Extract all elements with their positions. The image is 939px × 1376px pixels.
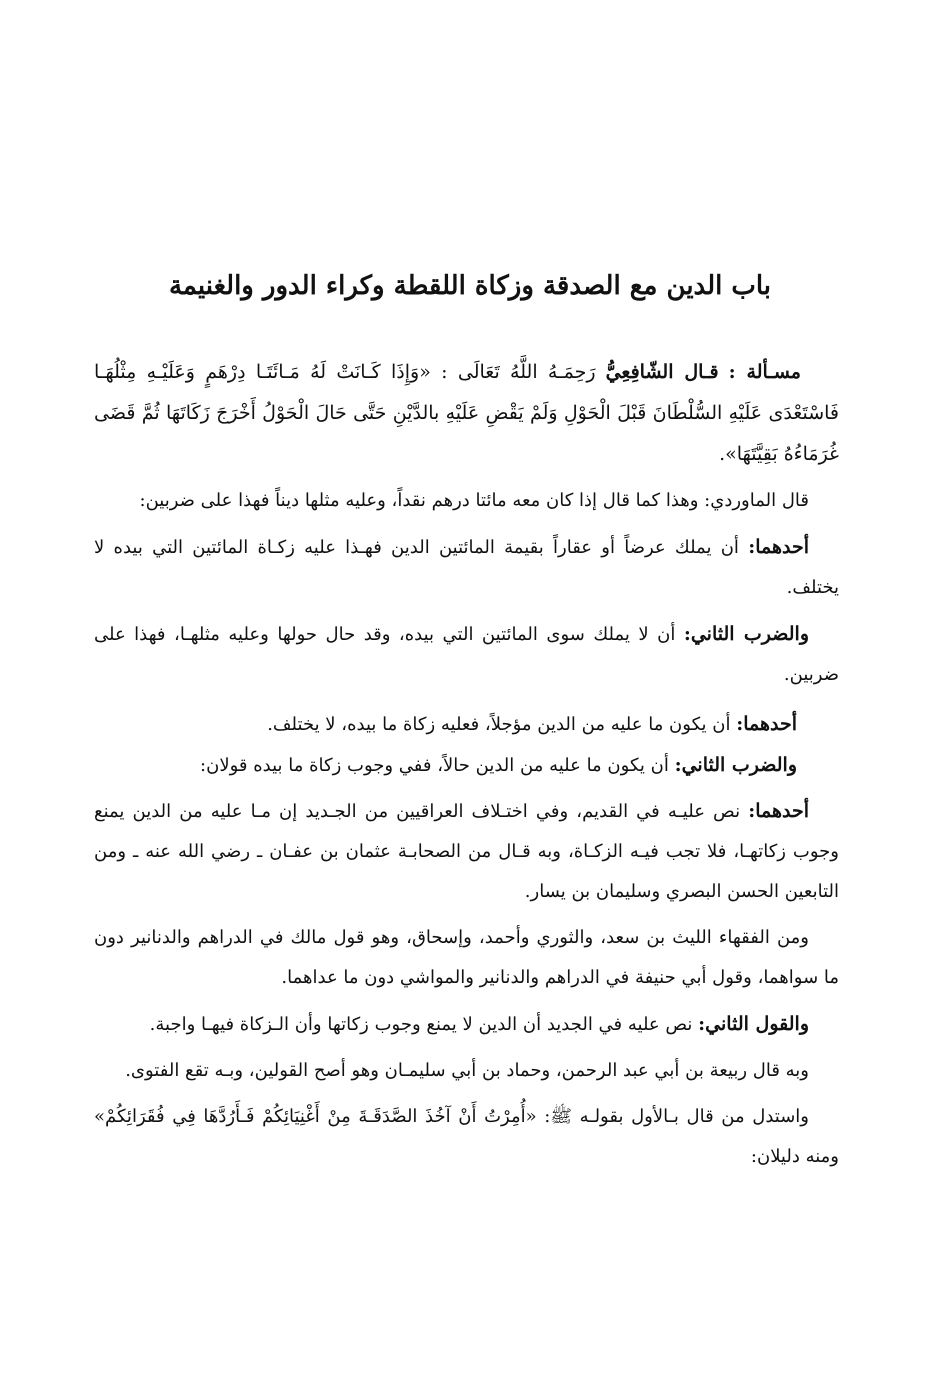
paragraph-lead: أحدهما:	[736, 713, 797, 735]
page-body	[94, 352, 839, 1183]
masala-speaker: قـال الشّافِعِيُّ	[605, 361, 719, 383]
paragraph-lead: والقول الثاني:	[698, 1013, 809, 1035]
paragraph-evidence	[94, 1097, 839, 1177]
paragraph-text: قال الماوردي: وهذا كما قال إذا كان معه مائتا درهم نقداً، وعليه مثلها ديناً فهذا على ضربين:	[139, 490, 809, 511]
paragraph-second-opinion	[94, 1004, 839, 1045]
paragraph-text: وبه قال ربيعة بن أبي عبد الرحمن، وحماد بن أبي سليمـان وهو أصح القولين، وبـه تقع الفتوى.	[125, 1060, 809, 1081]
paragraph-text: ومن الفقهاء الليث بن سعد، والثوري وأحمد، وإسحاق، وهو قول مالك في الدراهم والدنانير دون ما سواهما، وقول أبي حنيفة في الدراهم والدنانير والمواشي دون ما عداهما.	[94, 927, 839, 988]
paragraph-text: أن يملك عرضاً أو عقاراً بقيمة المائتين الدين فهـذا عليه زكـاة المائتين التي بيده لا يختلف.	[94, 537, 839, 598]
chapter-title: باب الدين مع الصدقة وزكاة اللقطة وكراء الدور والغنيمة	[168, 271, 772, 301]
paragraph-due-debt	[94, 746, 839, 785]
paragraph-text: أن يكون ما عليه من الدين حالاً، ففي وجوب زكاة ما بيده قولان:	[200, 755, 675, 776]
paragraph-lead: والضرب الثاني:	[683, 623, 810, 645]
paragraph-text: نص عليه في الجديد أن الدين لا يمنع وجوب زكاتها وأن الـزكاة فيهـا واجبة.	[149, 1014, 699, 1035]
paragraph-text: أن لا يملك سوى المائتين التي بيده، وقد حال حولها وعليه مثلهـا، فهذا على ضربين.	[94, 624, 839, 685]
paragraph-first-type	[94, 527, 839, 608]
paragraph-text: أن يكون ما عليه من الدين مؤجلاً، فعليه زكاة ما بيده، لا يختلف.	[267, 714, 737, 735]
paragraph-second-type	[94, 614, 839, 695]
paragraph-lead: والضرب الثاني:	[674, 754, 797, 776]
paragraph-supporters	[94, 1051, 839, 1091]
masala-text: رَحِمَـهُ اللَّهُ تَعَالَى : «وَإِذَا كَـانَتْ لَهُ مَـائَتَـا دِرْهَمٍ وَعَلَيْـهِ مِثْلُهَـا فَاسْتَعْدَى عَلَيْهِ السُّلْطَانَ قَبْلَ الْحَوْلِ وَلَمْ يَقْضِ عَلَيْهِ بالدَّيْنِ حَتَّى حَالَ الْحَوْلُ أَخْرَجَ زَكَاتَهَا ثُمَّ قَضَى غُرَمَاءُهُ بَقِيَّتَهَا».	[94, 361, 839, 465]
paragraph-jurists	[94, 918, 839, 998]
masala-paragraph	[94, 352, 839, 475]
paragraph-lead: أحدهما:	[748, 800, 809, 822]
paragraph-text: نص عليـه في القديم، وفي اختـلاف العراقيين من الجـديد إن مـا عليه من الدين يمنع وجوب زكاتهـا، فلا تجب فيـه الزكـاة، وبه قـال من الصحابـة عثمان بن عفـان ـ رضي الله عنه ـ ومن التابعين الحسن البصري وسليمان بن يسار.	[94, 801, 839, 902]
paragraph-lead: أحدهما:	[748, 536, 809, 558]
paragraph-deferred-debt	[94, 705, 839, 744]
paragraph-mawardi	[94, 481, 839, 521]
paragraph-first-opinion	[94, 791, 839, 912]
paragraph-text: واستدل من قال بـالأول بقولـه ﷺ: «أُمِرْتُ أَنْ آخُذَ الصَّدَقَـةَ مِنْ أَغْنِيَائِكُمْ فَـأَرُدَّهَا فِي فُقَرَائِكُمْ» ومنه دليلان:	[94, 1106, 839, 1167]
masala-label: مسـألة :	[728, 361, 801, 383]
